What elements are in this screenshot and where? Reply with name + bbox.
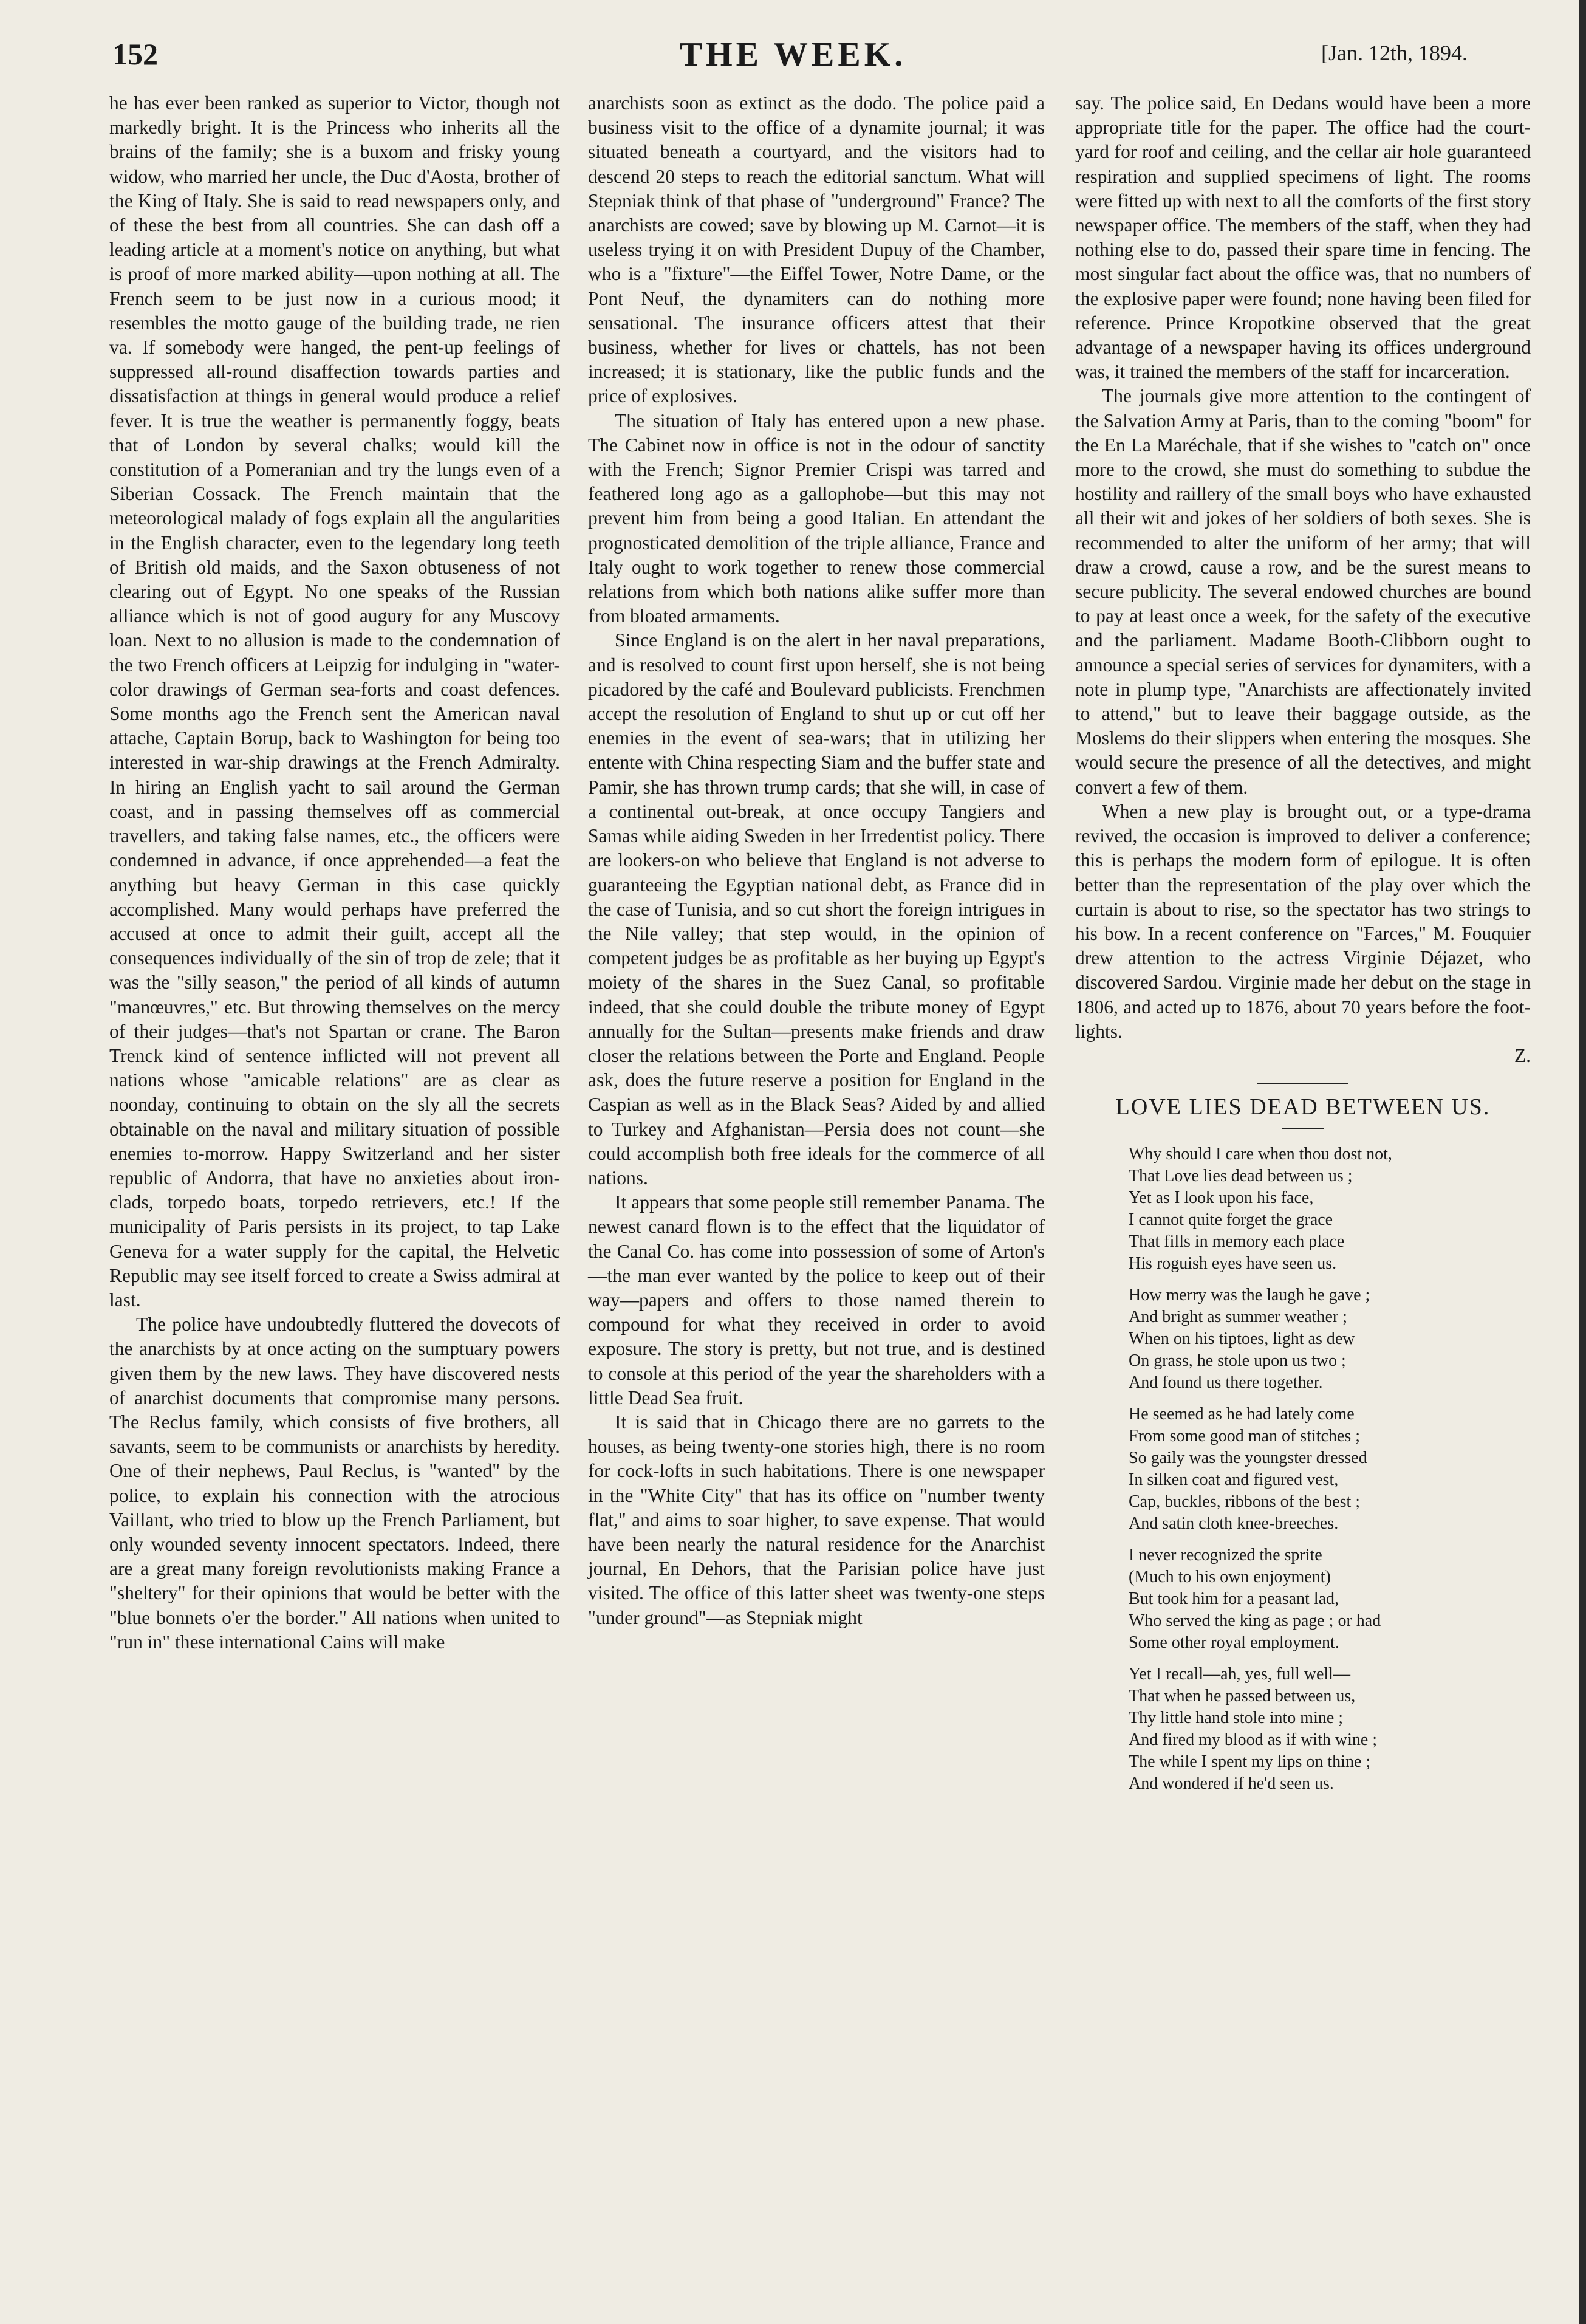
poem-line: That Love lies dead between us ; bbox=[1129, 1167, 1353, 1186]
poem-line: Some other royal employment. bbox=[1129, 1633, 1339, 1653]
poem-line: Thy little hand stole into mine ; bbox=[1129, 1709, 1344, 1728]
paragraph: When a new play is brought out, or a type-drama revived, the occasion is improved to deliver a conference; this is perhaps the modern form of epilogue. It is often better than the representation of the play over which the curtain is about to rise, so the spectator has two strings to his bow. In a recent conference on "Farces," M. Fouquier drew attention to the actress Virginie Déjazet, who discovered Sardou. Virginie made her debut on the stage in 1806, and acted up to 1876, about 70 years before the foot-lights. bbox=[1075, 800, 1531, 1042]
poem-stanza bbox=[1129, 1143, 1531, 1275]
poem-line: And fired my blood as if with wine ; bbox=[1129, 1730, 1378, 1750]
poem-line: Who served the king as page ; or had bbox=[1129, 1611, 1381, 1631]
poem-line: And wondered if he'd seen us. bbox=[1129, 1774, 1334, 1794]
publication-title: THE WEEK. bbox=[679, 36, 907, 74]
page-header bbox=[0, 24, 1586, 91]
poem-stanza bbox=[1129, 1404, 1531, 1535]
poem-line: He seemed as he had lately come bbox=[1129, 1405, 1355, 1424]
paragraph: The police have undoubtedly fluttered the dovecots of the anarchists by at once acting on the sumptuary powers given them by the new laws. They have discovered nests of anarchist documents that compromise many persons. The Reclus family, which consists of five brothers, all savants, seem to be communists or anarchists by heredity. One of their nephews, Paul Reclus, is "wanted" by the police, to explain his connection with the atrocious Vaillant, who tried to blow up the French Parliament, but only wounded seventy innocent spectators. Indeed, there are a great many foreign revolutionists making France a "sheltery" for their opinions that would be better with the "blue bonnets o'er the border." All nations when united to "run in" these international Cains will make bbox=[109, 1314, 560, 1653]
poem-line: How merry was the laugh he gave ; bbox=[1129, 1286, 1370, 1305]
issue-date: [Jan. 12th, 1894. bbox=[1321, 41, 1468, 65]
paragraph: anarchists soon as extinct as the dodo. The police paid a business visit to the office of a dynamite journal; it was situated beneath a courtyard, and the visitors had to descend 20 steps to reach the editorial sanctum. What will Stepniak think of that phase of "underground" France? The anarchists are cowed; save by blowing up M. Carnot—it is useless trying it on with President Dupuy of the Chamber, who is a "fixture"—the Eiffel Tower, Notre Dame, or the Pont Neuf, the dynamiters can do nothing more sensational. The insurance officers attest that their business, whether for lives or chattels, has not been increased; it is stationary, like the public funds and the price of explosives. bbox=[588, 92, 1045, 407]
poem-line: From some good man of stitches ; bbox=[1129, 1427, 1361, 1446]
column-3 bbox=[1075, 91, 1531, 1805]
page-binding-edge bbox=[1579, 0, 1586, 2324]
poem-line: That fills in memory each place bbox=[1129, 1232, 1345, 1252]
poem-line: On grass, he stole upon us two ; bbox=[1129, 1351, 1346, 1371]
poem-line: But took him for a peasant lad, bbox=[1129, 1589, 1339, 1609]
poem-line: His roguish eyes have seen us. bbox=[1129, 1254, 1337, 1273]
poem-line: Cap, buckles, ribbons of the best ; bbox=[1129, 1492, 1361, 1512]
paragraph: The situation of Italy has entered upon a new phase. The Cabinet now in office is not in the odour of sanctity with the French; Signor Premier Crispi was tarred and feathered long ago as a gallophobe—but this may not prevent him from being a good Italian. En attendant the prognosticated demolition of the triple alliance, France and Italy ought to work together to renew those commercial relations from which both nations alike suffer more than from bloated armaments. bbox=[588, 410, 1045, 627]
poem-line: And found us there together. bbox=[1129, 1373, 1323, 1393]
poem-line: Yet as I look upon his face, bbox=[1129, 1188, 1314, 1208]
poem-title: LOVE LIES DEAD BETWEEN US. bbox=[1115, 1094, 1491, 1120]
poem-line: When on his tiptoes, light as dew bbox=[1129, 1329, 1355, 1349]
poem-line: In silken coat and figured vest, bbox=[1129, 1470, 1339, 1490]
column-1 bbox=[109, 91, 560, 1654]
poem-stanza bbox=[1129, 1664, 1531, 1795]
poem-line: So gaily was the youngster dressed bbox=[1129, 1448, 1367, 1468]
poem-line: Yet I recall—ah, yes, full well— bbox=[1129, 1665, 1350, 1684]
author-signature: Z. bbox=[1514, 1044, 1531, 1066]
poem-title-rule bbox=[1282, 1128, 1324, 1129]
paragraph: It appears that some people still remember Panama. The newest canard flown is to the effect that the liquidator of the Canal Co. has come into possession of some of Arton's—the man ever wanted by the police to keep out of their way—papers and offers to those named therein to compound for what they received in order to avoid exposure. The story is pretty, but not true, and is destined to console at this period of the year the shareholders with a little Dead Sea fruit. bbox=[588, 1191, 1045, 1408]
poem-line: And bright as summer weather ; bbox=[1129, 1308, 1348, 1327]
poem-line: And satin cloth knee-breeches. bbox=[1129, 1514, 1339, 1534]
poem-line: I never recognized the sprite bbox=[1129, 1546, 1322, 1565]
paragraph: say. The police said, En Dedans would have been a more appropriate title for the paper. The office had the court-yard for roof and ceiling, and the cellar air hole guaranteed respiration and supplied specimens of light. The rooms were fitted up with next to all the comforts of the first story newspaper office. The members of the staff, when they had nothing else to do, passed their spare time in fencing. The most singular fact about the office was, that no numbers of the explosive paper were found; none having been filed for reference. Prince Kropotkine observed that the great advantage of a newspaper having its offices underground was, it trained the members of the staff for incarceration. bbox=[1075, 92, 1531, 383]
page-number: 152 bbox=[112, 37, 158, 71]
poem-stanza bbox=[1129, 1284, 1531, 1394]
poem-line: Why should I care when thou dost not, bbox=[1129, 1145, 1392, 1164]
poem-line: (Much to his own enjoyment) bbox=[1129, 1568, 1331, 1587]
section-divider bbox=[1257, 1083, 1348, 1084]
paragraph: It is said that in Chicago there are no garrets to the houses, as being twenty-one stories high, there is no room for cock-lofts in such habitations. There is one newspaper in the "White City" that has its office on "number twenty flat," and aims to soar higher, to save expense. That would have been nearly the natural residence for the Anarchist journal, En Dehors, that the Parisian police have just visited. The office of this latter sheet was twenty-one steps "under ground"—as Stepniak might bbox=[588, 1411, 1045, 1628]
paragraph: Since England is on the alert in her naval preparations, and is resolved to count first upon herself, she is not being picadored by the café and Boulevard publicists. Frenchmen accept the resolution of England to shut up or cut off her enemies in the event of sea-wars; that in utilizing her entente with China respecting Siam and the buffer state and Pamir, she has thrown trump cards; that she will, in case of a continental out-break, at once occupy Tangiers and Samas while aiding Sweden in her Irredentist policy. There are lookers-on who believe that England is not adverse to guaranteeing the Egyptian national debt, as France did in the case of Tunisia, and so cut short the foreign intrigues in the Nile valley; that step would, in the opinion of competent judges be as profitable as her buying up Egypt's moiety of the shares in the Suez Canal, so profitable indeed, that she could double the tribute money of Egypt annually for the Sultan—presents make friends and draw closer the relations between the Porte and England. People ask, does the future reserve a position for England in the Caspian as well as in the Black Seas? Aided by and allied to Turkey and Afghanistan—Persia does not count—she could accomplish both free ideals for the commerce of all nations. bbox=[588, 629, 1045, 1188]
poem-line: The while I spent my lips on thine ; bbox=[1129, 1752, 1371, 1772]
poem-line: That when he passed between us, bbox=[1129, 1687, 1356, 1706]
poem-stanza bbox=[1129, 1544, 1531, 1654]
paragraph: The journals give more attention to the contingent of the Salvation Army at Paris, than to the coming "boom" for the En La Maréchale, that if she wishes to "catch on" once more to the crowd, she must do something to subdue the hostility and raillery of the small boys who have exhausted all their wit and jokes of her soldiers of both sexes. She is recommended to alter the uniform of her army; that will draw a crowd, cause a row, and be the surest means to secure publicity. The several endowed churches are bound to pay at least once a week, for the safety of the executive and the parliament. Madame Booth-Clibborn ought to announce a special series of services for dynamiters, with a note in plump type, "Anarchists are affectionately invited to attend," but to leave their baggage outside, as the Moslems do their slippers when entering the mosques. She would secure the presence of all the detectives, and might convert a few of them. bbox=[1075, 385, 1531, 798]
column-2 bbox=[588, 91, 1045, 1630]
paragraph: he has ever been ranked as superior to Victor, though not markedly bright. It is the Princess who inherits all the brains of the family; she is a buxom and frisky young widow, who married her uncle, the Duc d'Aosta, brother of the King of Italy. She is said to read newspapers only, and of these the best from all countries. She can dash off a leading article at a moment's notice on anything, but what is proof of more marked ability—upon nothing at all. The French seem to be just now in a curious mood; it resembles the motto gauge of the building trade, ne rien va. If somebody were hanged, the pent-up feelings of suppressed all-round disaffection towards parties and dissatisfaction at things in general would produce a relief fever. It is true the weather is permanently foggy, beats that of London by several chalks; would kill the constitution of a Pomeranian and try the lungs even of a Siberian Cossack. The French maintain that the meteorological malady of fogs explain all the angularities in the English character, even to the legendary long teeth of British old maids, and the Saxon obtuseness of not clearing out of Egypt. No one speaks of the Russian alliance which is not of good augury for any Muscovy loan. Next to no allusion is made to the condemnation of the two French officers at Leipzig for indulging in "water-color drawings of German sea-forts and coast defences. Some months ago the French sent the American naval attache, Captain Borup, back to Washington for being too interested in war-ship drawings at the French Admiralty. In hiring an English yacht to sail around the German coast, and in passing themselves off as commercial travellers, and taking false names, etc., the officers were condemned in advance, if once apprehended—a feat the anything but heavy German in this case quickly accomplished. Many would perhaps have preferred the accused at once to admit their guilt, accept all the consequences individually of the sin of trop de zele; that it was the "silly season," the period of all kinds of autumn "manœuvres," etc. But throwing themselves on the mercy of their judges—that's not Spartan or crane. The Baron Trenck kind of sentence inflicted will not prevent all nations whose "amicable relations" are as clear as noonday, continuing to obtain on the sly all the secrets obtainable on the naval and military situation of possible enemies to-morrow. Happy Switzerland and her sister republic of Andorra, that have no anxieties about iron-clads, torpedo boats, torpedo retrievers, etc.! If the municipality of Paris persists in its project, to tap Lake Geneva for a water supply for the capital, the Helvetic Republic may see itself forced to create a Swiss admiral at last. bbox=[109, 92, 560, 1311]
poem-line: I cannot quite forget the grace bbox=[1129, 1210, 1333, 1230]
